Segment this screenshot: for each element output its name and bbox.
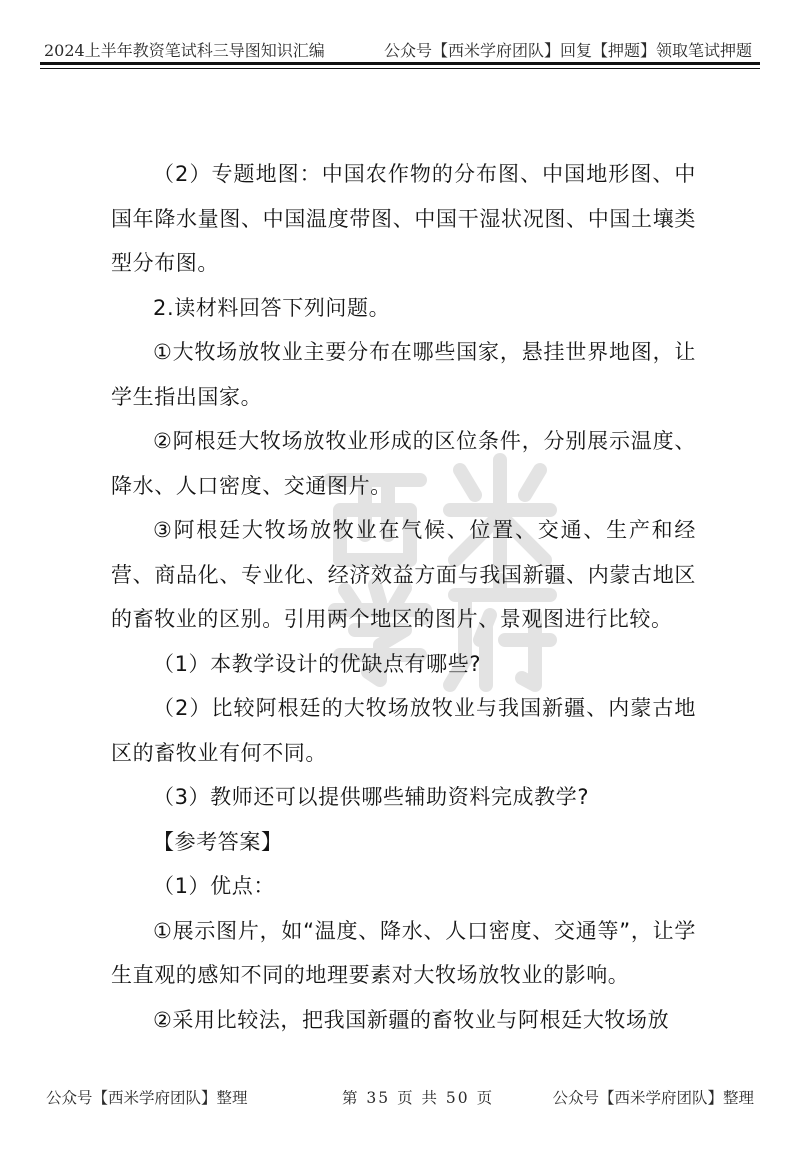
page-number: 第 35 页 共 50 页 [342, 1089, 495, 1107]
question-item: （1）本教学设计的优缺点有哪些? [153, 651, 482, 676]
page-header [40, 38, 760, 64]
header-divider-thin [40, 68, 760, 69]
paragraph: ①大牧场放牧业主要分布在哪些国家，悬挂世界地图，让学生指出国家。 [111, 340, 696, 409]
header-promo-text: 公众号【西米学府团队】回复【押题】领取笔试押题 [383, 41, 752, 60]
page-footer [40, 1086, 760, 1110]
answer-item: ①展示图片，如“温度、降水、人口密度、交通等”，让学生直观的感知不同的地理要素对大牧场放牧业的影响。 [111, 918, 696, 987]
document-body [111, 152, 696, 1042]
paragraph: ②阿根廷大牧场放牧业形成的区位条件，分别展示温度、降水、人口密度、交通图片。 [111, 429, 696, 498]
answer-heading: 【参考答案】 [153, 829, 283, 854]
header-divider-thick [40, 62, 760, 65]
footer-right-credit: 公众号【西米学府团队】整理 [552, 1089, 754, 1107]
paragraph: 2.读材料回答下列问题。 [153, 295, 391, 320]
question-item: （3）教师还可以提供哪些辅助资料完成教学? [153, 785, 590, 809]
answer-item: ②采用比较法，把我国新疆的畜牧业与阿根廷大牧场放 [153, 1007, 670, 1032]
paragraph: ③阿根廷大牧场放牧业在气候、位置、交通、生产和经营、商品化、专业化、经济效益方面与我国新疆、内蒙古地区的畜牧业的区别。引用两个地区的图片、景观图进行比较。 [111, 518, 696, 631]
paragraph: （2）专题地图：中国农作物的分布图、中国地形图、中国年降水量图、中国温度带图、中国干湿状况图、中国土壤类型分布图。 [111, 162, 696, 275]
header-document-title: 2024上半年教资笔试科三导图知识汇编 [44, 41, 325, 60]
question-item: （2）比较阿根廷的大牧场放牧业与我国新疆、内蒙古地区的畜牧业有何不同。 [111, 696, 696, 765]
answer-subheading: （1）优点： [153, 874, 275, 898]
footer-left-credit: 公众号【西米学府团队】整理 [46, 1089, 248, 1107]
